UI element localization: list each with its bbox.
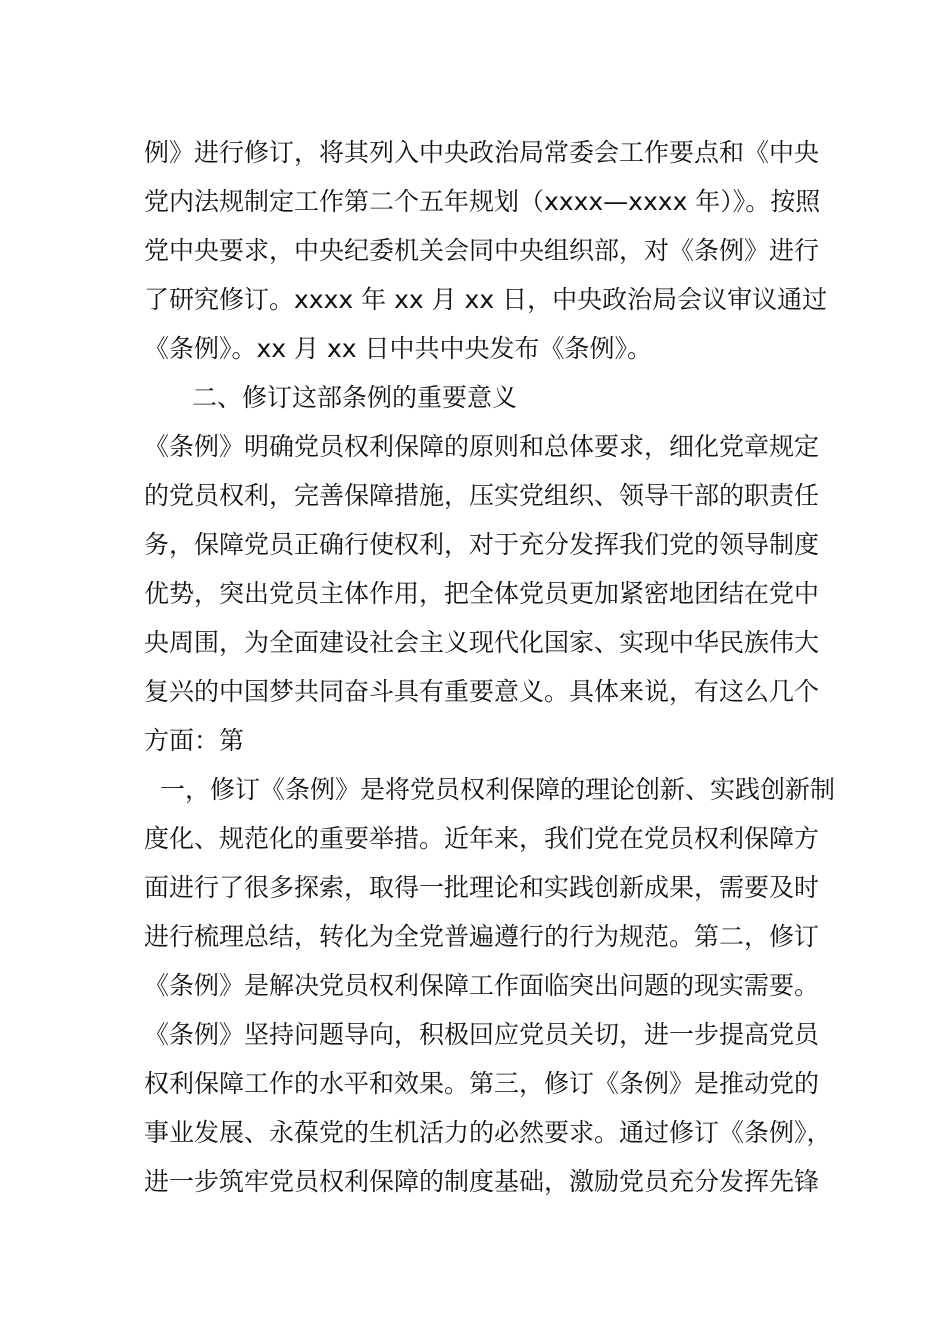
text-line: 党中央要求，中央纪委机关会同中央组织部，对《条例》进行 <box>144 236 820 265</box>
text-line: 方面：第 <box>144 726 245 755</box>
text-line: 务，保障党员正确行使权利，对于充分发挥我们党的领导制度 <box>144 530 820 559</box>
text-line: 党内法规制定工作第二个五年规划（xxxx—xxxx 年）》。按照 <box>144 187 821 216</box>
text-line: 复兴的中国梦共同奋斗具有重要意义。具体来说，有这么几个 <box>144 677 820 706</box>
text-line: 优势，突出党员主体作用，把全体党员更加紧密地团结在党中 <box>144 579 820 608</box>
text-line: 《条例》是解决党员权利保障工作面临突出问题的现实需要。 <box>144 971 820 1000</box>
text-line: 《条例》明确党员权利保障的原则和总体要求，细化党章规定 <box>144 432 820 461</box>
text-line: 《条例》坚持问题导向，积极回应党员关切，进一步提高党员 <box>144 1020 820 1049</box>
document-body <box>144 128 836 1206</box>
text-line: 进一步筑牢党员权利保障的制度基础，激励党员充分发挥先锋 <box>144 1167 820 1196</box>
text-line: 的党员权利，完善保障措施，压实党组织、领导干部的职责任 <box>144 481 820 510</box>
text-line: 度化、规范化的重要举措。近年来，我们党在党员权利保障方 <box>144 824 820 853</box>
text-line: 面进行了很多探索，取得一批理论和实践创新成果，需要及时 <box>144 873 820 902</box>
section-heading: 二、修订这部条例的重要意义 <box>192 383 518 412</box>
text-line: 事业发展、永葆党的生机活力的必然要求。通过修订《条例》， <box>144 1118 832 1147</box>
text-line: 央周围，为全面建设社会主义现代化国家、实现中华民族伟大 <box>144 628 820 657</box>
text-line: 例》进行修订，将其列入中央政治局常委会工作要点和《中央 <box>144 138 820 167</box>
text-line: 了研究修订。xxxx 年 xx 月 xx 日，中央政治局会议审议通过 <box>144 285 828 314</box>
text-line: 一，修订《条例》是将党员权利保障的理论创新、实践创新制 <box>160 775 836 804</box>
text-line: 进行梳理总结，转化为全党普遍遵行的行为规范。第二，修订 <box>144 922 820 951</box>
text-line: 权利保障工作的水平和效果。第三，修订《条例》是推动党的 <box>144 1069 820 1098</box>
text-line: 《条例》。xx 月 xx 日中共中央发布《条例》。 <box>144 334 653 363</box>
